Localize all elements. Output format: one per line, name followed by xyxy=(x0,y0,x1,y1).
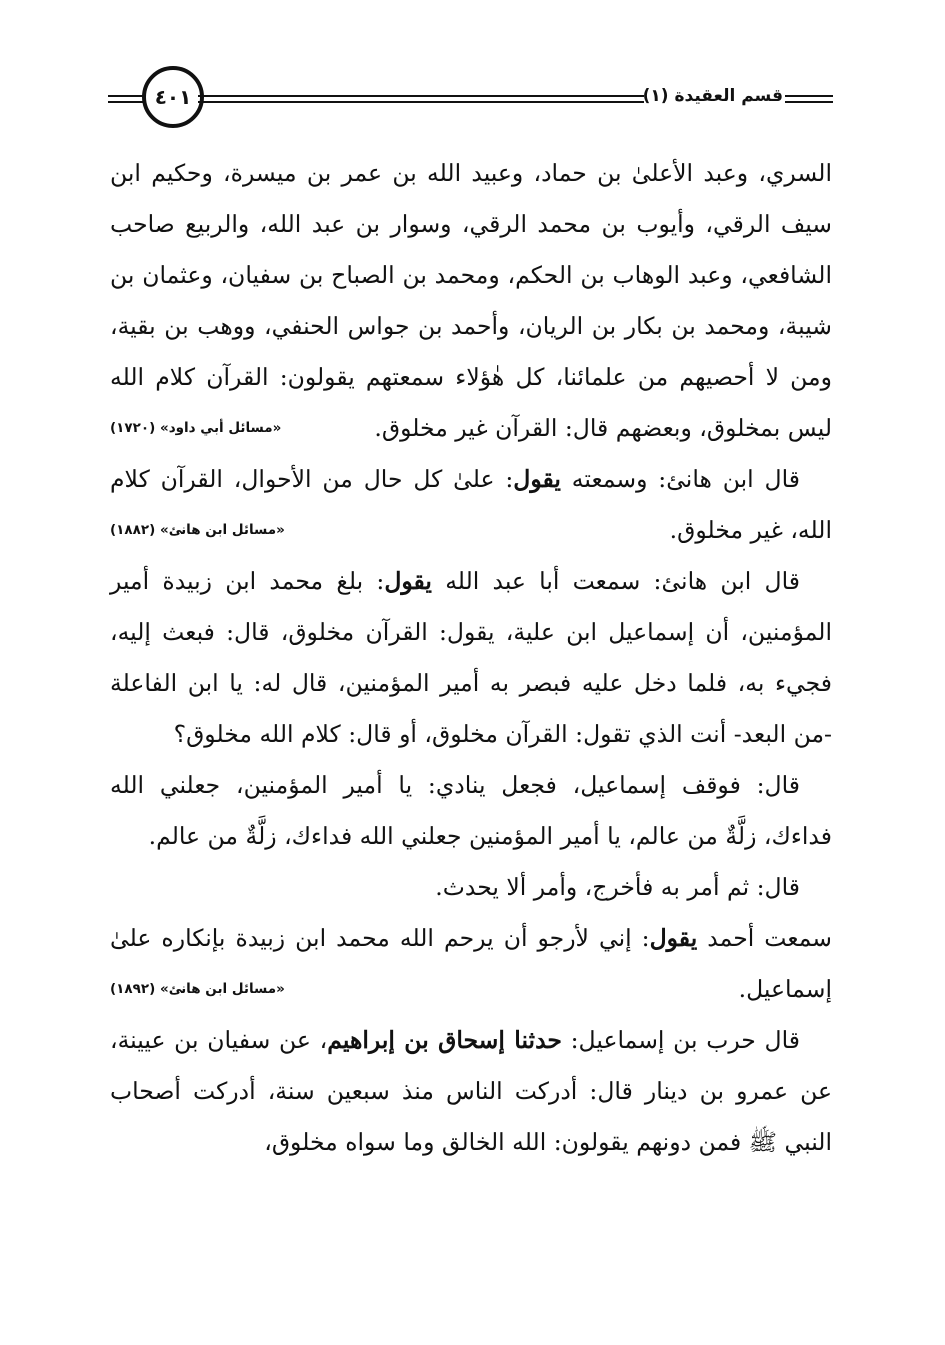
bold-text: يقول xyxy=(649,924,698,952)
paragraph xyxy=(110,760,832,862)
paragraph-text: قال حرب بن إسماعيل: xyxy=(561,1026,800,1054)
paragraph xyxy=(110,454,832,556)
paragraph-text: : إني لأرجو أن يرحم الله محمد ابن زبيدة بإنكاره علىٰ إسماعيل. xyxy=(110,924,832,1003)
page-body xyxy=(110,148,832,1168)
page-number: ٤٠١ xyxy=(142,66,204,128)
paragraph xyxy=(110,862,832,913)
paragraph-text: ، عن سفيان بن عيينة، عن عمرو بن دينار قال: أدركت الناس منذ سبعين سنة، أدركت أصحاب النبي ﷺ فمن دونهم يقولون: الله الخالق وما سواه مخلوق، xyxy=(110,1026,832,1156)
paragraph xyxy=(110,913,832,1015)
header-rule xyxy=(198,101,644,103)
source-reference: «مسائل ابن هانئ» (١٨٩٢) xyxy=(110,981,285,997)
paragraph xyxy=(110,556,832,760)
paragraph-text: : علىٰ كل حال من الأحوال، القرآن كلام الله، غير مخلوق. xyxy=(110,465,832,544)
paragraph xyxy=(110,1015,832,1168)
source-reference: «مسائل أبي داود» (١٧٢٠) xyxy=(110,420,282,436)
section-title: قسم العقيدة (١) xyxy=(642,86,783,106)
paragraph-text: سمعت أحمد xyxy=(697,924,832,952)
paragraph-text: : بلغ محمد ابن زبيدة أمير المؤمنين، أن إسماعيل ابن علية، يقول: القرآن مخلوق، قال: فبعث إليه، فجيء به، فلما دخل عليه فبصر به أمير المؤمنين، قال له: يا ابن الفاعلة -من البعد- أنت الذي تقول: القرآن مخلوق، أو قال: كلام الله مخلوق؟ xyxy=(110,567,832,748)
header-rule xyxy=(198,95,644,97)
paragraph-text: قال ابن هانئ: وسمعته xyxy=(560,465,800,493)
paragraph-text: قال ابن هانئ: سمعت أبا عبد الله xyxy=(431,567,800,595)
header-rule xyxy=(785,101,833,103)
paragraph xyxy=(110,148,832,454)
paragraph-text: قال: فوقف إسماعيل، فجعل ينادي: يا أمير المؤمنين، جعلني الله فداءك، زلَّةٌ من عالم، يا أمير المؤمنين جعلني الله فداءك، زلَّةٌ من عالم. xyxy=(110,771,832,850)
paragraph-text: قال: ثم أمر به فأخرج، وأمر ألا يحدث. xyxy=(435,873,800,901)
paragraph-text: السري، وعبد الأعلىٰ بن حماد، وعبيد الله بن عمر بن ميسرة، وحكيم ابن سيف الرقي، وأيوب بن محمد الرقي، وسوار بن عبد الله، والربيع صاحب الشافعي، وعبد الوهاب بن الحكم، ومحمد بن الصباح بن سفيان، وعثمان بن شيبة، ومحمد بن بكار بن الريان، وأحمد بن جواس الحنفي، ووهب بن بقية، ومن لا أحصيهم من علمائنا، كل هٰؤلاء سمعتهم يقولون: القرآن كلام الله ليس بمخلوق، وبعضهم قال: القرآن غير مخلوق. xyxy=(110,159,832,442)
bold-text: يقول xyxy=(384,567,432,595)
bold-text: يقول xyxy=(513,465,561,493)
source-reference: «مسائل ابن هانئ» (١٨٨٢) xyxy=(110,522,285,538)
bold-text: حدثنا إسحاق بن إبراهيم xyxy=(327,1026,562,1054)
header-rule xyxy=(785,95,833,97)
running-header xyxy=(100,64,835,134)
